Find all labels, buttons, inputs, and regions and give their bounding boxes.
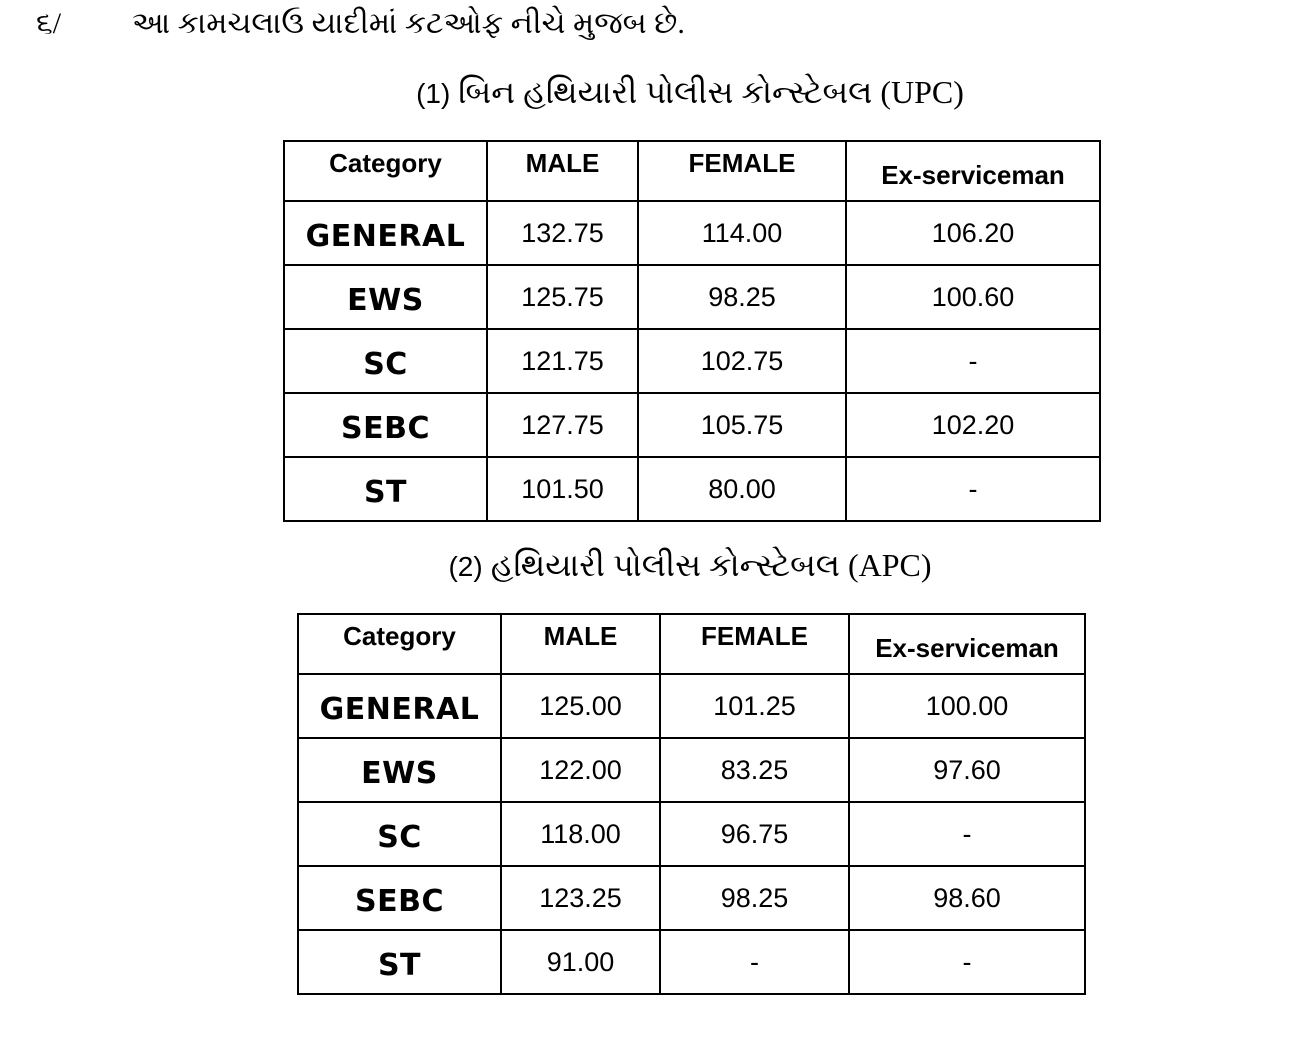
- table-row: [298, 866, 1085, 930]
- male-cell: 125.00: [501, 674, 660, 738]
- section-1-number: (1): [416, 78, 451, 109]
- category-cell: EWS: [284, 265, 487, 329]
- table-row: [284, 265, 1100, 329]
- header-male: MALE: [501, 614, 660, 674]
- male-cell: 101.50: [487, 457, 638, 521]
- category-cell: EWS: [298, 738, 501, 802]
- category-cell: SC: [298, 802, 501, 866]
- table-row: [298, 802, 1085, 866]
- table-header-row: [298, 614, 1085, 674]
- table-row: [284, 329, 1100, 393]
- section-1-title: [44, 70, 1292, 116]
- female-cell: 114.00: [638, 201, 846, 265]
- male-cell: 118.00: [501, 802, 660, 866]
- paragraph-number: ૬/: [36, 7, 62, 40]
- table-row: [284, 201, 1100, 265]
- category-cell: SC: [284, 329, 487, 393]
- category-cell: SEBC: [298, 866, 501, 930]
- section-2-heading: હથિયારી પોલીસ કોન્સ્ટેબલ (APC): [490, 547, 932, 583]
- ex-serviceman-cell: 98.60: [849, 866, 1085, 930]
- header-ex-serviceman: Ex-serviceman: [846, 141, 1100, 201]
- ex-serviceman-cell: 100.60: [846, 265, 1100, 329]
- upc-cutoff-table: [283, 140, 1101, 522]
- table-header-row: [284, 141, 1100, 201]
- table-row: [284, 457, 1100, 521]
- ex-serviceman-cell: -: [849, 930, 1085, 994]
- female-cell: -: [660, 930, 849, 994]
- male-cell: 127.75: [487, 393, 638, 457]
- section-1-heading: બિન હથિયારી પોલીસ કોન્સ્ટેબલ (UPC): [458, 74, 964, 110]
- header-female: FEMALE: [660, 614, 849, 674]
- category-cell: SEBC: [284, 393, 487, 457]
- male-cell: 125.75: [487, 265, 638, 329]
- female-cell: 105.75: [638, 393, 846, 457]
- ex-serviceman-cell: 102.20: [846, 393, 1100, 457]
- header-ex-serviceman: Ex-serviceman: [849, 614, 1085, 674]
- header-female: FEMALE: [638, 141, 846, 201]
- male-cell: 123.25: [501, 866, 660, 930]
- header-male: MALE: [487, 141, 638, 201]
- section-2-number: (2): [448, 551, 483, 582]
- paragraph-line: [36, 4, 685, 44]
- header-category: Category: [298, 614, 501, 674]
- female-cell: 102.75: [638, 329, 846, 393]
- category-cell: ST: [298, 930, 501, 994]
- table-row: [284, 393, 1100, 457]
- header-category: Category: [284, 141, 487, 201]
- table-row: [298, 930, 1085, 994]
- male-cell: 121.75: [487, 329, 638, 393]
- table-row: [298, 738, 1085, 802]
- ex-serviceman-cell: 100.00: [849, 674, 1085, 738]
- category-cell: GENERAL: [298, 674, 501, 738]
- paragraph-text: આ કામચલાઉ યાદીમાં કટઓફ નીચે મુજબ છે.: [132, 7, 685, 40]
- category-cell: ST: [284, 457, 487, 521]
- ex-serviceman-cell: 97.60: [849, 738, 1085, 802]
- female-cell: 83.25: [660, 738, 849, 802]
- ex-serviceman-cell: -: [849, 802, 1085, 866]
- section-2-title: [44, 543, 1292, 589]
- category-cell: GENERAL: [284, 201, 487, 265]
- apc-cutoff-table: [297, 613, 1086, 995]
- female-cell: 98.25: [638, 265, 846, 329]
- male-cell: 132.75: [487, 201, 638, 265]
- ex-serviceman-cell: -: [846, 329, 1100, 393]
- male-cell: 91.00: [501, 930, 660, 994]
- female-cell: 98.25: [660, 866, 849, 930]
- table-row: [298, 674, 1085, 738]
- ex-serviceman-cell: 106.20: [846, 201, 1100, 265]
- female-cell: 96.75: [660, 802, 849, 866]
- female-cell: 80.00: [638, 457, 846, 521]
- ex-serviceman-cell: -: [846, 457, 1100, 521]
- male-cell: 122.00: [501, 738, 660, 802]
- female-cell: 101.25: [660, 674, 849, 738]
